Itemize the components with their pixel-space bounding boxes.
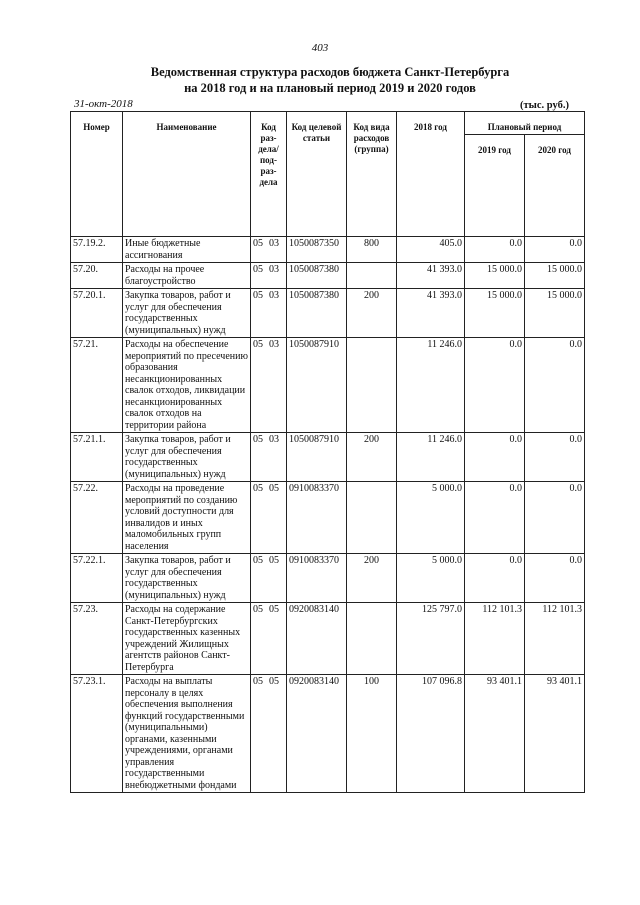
row-subsection: 05 <box>269 676 279 687</box>
row-section: 05 <box>253 339 263 350</box>
table-row <box>71 554 585 603</box>
row-value-2018: 107 096.8 <box>397 675 465 793</box>
row-name: Расходы на прочее благоустройство <box>123 263 251 289</box>
row-value-2019: 15 000.0 <box>465 289 525 338</box>
row-section: 05 <box>253 676 263 687</box>
row-value-2020: 0.0 <box>525 433 585 482</box>
units-label: (тыс. руб.) <box>520 100 569 111</box>
row-value-2020: 93 401.1 <box>525 675 585 793</box>
table-row <box>71 603 585 675</box>
row-value-2019: 15 000.0 <box>465 263 525 289</box>
row-value-2018: 41 393.0 <box>397 289 465 338</box>
row-value-2018: 11 246.0 <box>397 433 465 482</box>
table-row <box>71 289 585 338</box>
row-section-code <box>251 482 287 554</box>
table-row <box>71 237 585 263</box>
row-section: 05 <box>253 604 263 615</box>
row-value-2018: 5 000.0 <box>397 482 465 554</box>
table-row <box>71 675 585 793</box>
row-type-code <box>347 603 397 675</box>
row-value-2020: 0.0 <box>525 237 585 263</box>
row-name: Закупка товаров, работ и услуг для обеспечения государственных (муниципальных) нужд <box>123 554 251 603</box>
row-value-2020: 0.0 <box>525 554 585 603</box>
row-value-2019: 0.0 <box>465 237 525 263</box>
row-name: Закупка товаров, работ и услуг для обеспечения государственных (муниципальных) нужд <box>123 433 251 482</box>
row-type-code <box>347 263 397 289</box>
row-value-2018: 5 000.0 <box>397 554 465 603</box>
header-type-code: Код вида расходов (группа) <box>347 112 397 237</box>
table-row <box>71 482 585 554</box>
row-target-code: 1050087380 <box>287 289 347 338</box>
row-name: Расходы на выплаты персоналу в целях обеспечения выполнения функций государственными (муниципальными) органами, казенными учреждениями, органами управления государственными внебюджетными фондами <box>123 675 251 793</box>
row-number: 57.21.1. <box>71 433 123 482</box>
row-type-code <box>347 338 397 433</box>
table-row <box>71 338 585 433</box>
row-value-2019: 0.0 <box>465 482 525 554</box>
report-date: 31-окт-2018 <box>74 98 133 110</box>
row-value-2019: 112 101.3 <box>465 603 525 675</box>
header-2020: 2020 год <box>525 135 585 237</box>
row-number: 57.19.2. <box>71 237 123 263</box>
row-type-code: 200 <box>347 554 397 603</box>
row-subsection: 05 <box>269 483 279 494</box>
header-row <box>71 112 585 135</box>
row-name: Иные бюджетные ассигнования <box>123 237 251 263</box>
row-value-2020: 15 000.0 <box>525 289 585 338</box>
row-number: 57.20. <box>71 263 123 289</box>
header-number: Номер <box>71 112 123 237</box>
row-subsection: 05 <box>269 604 279 615</box>
table-row <box>71 263 585 289</box>
row-section-code <box>251 603 287 675</box>
row-subsection: 03 <box>269 434 279 445</box>
row-type-code: 200 <box>347 433 397 482</box>
row-value-2020: 112 101.3 <box>525 603 585 675</box>
header-name: Наименование <box>123 112 251 237</box>
header-planned-period: Плановый период <box>465 112 585 135</box>
row-section: 05 <box>253 483 263 494</box>
row-type-code: 800 <box>347 237 397 263</box>
row-number: 57.21. <box>71 338 123 433</box>
row-name: Закупка товаров, работ и услуг для обеспечения государственных (муниципальных) нужд <box>123 289 251 338</box>
row-target-code: 0910083370 <box>287 482 347 554</box>
row-value-2018: 405.0 <box>397 237 465 263</box>
row-target-code: 0910083370 <box>287 554 347 603</box>
row-target-code: 1050087910 <box>287 338 347 433</box>
row-value-2020: 0.0 <box>525 482 585 554</box>
header-2018: 2018 год <box>397 112 465 237</box>
expenses-table <box>70 111 585 793</box>
row-target-code: 1050087910 <box>287 433 347 482</box>
row-section-code <box>251 263 287 289</box>
document-title <box>60 64 600 96</box>
row-section: 05 <box>253 238 263 249</box>
row-section: 05 <box>253 290 263 301</box>
header-target-code: Код целевой статьи <box>287 112 347 237</box>
row-value-2019: 0.0 <box>465 338 525 433</box>
title-line-2: на 2018 год и на плановый период 2019 и 2020 годов <box>184 81 476 95</box>
table-row <box>71 433 585 482</box>
row-section: 05 <box>253 555 263 566</box>
row-subsection: 03 <box>269 339 279 350</box>
row-target-code: 1050087380 <box>287 263 347 289</box>
row-value-2018: 125 797.0 <box>397 603 465 675</box>
row-name: Расходы на содержание Санкт-Петербургских государственных казенных учреждений Жилищных агентств районов Санкт-Петербурга <box>123 603 251 675</box>
row-name: Расходы на проведение мероприятий по созданию условий доступности для инвалидов и иных маломобильных групп населения <box>123 482 251 554</box>
row-subsection: 05 <box>269 555 279 566</box>
row-type-code: 200 <box>347 289 397 338</box>
row-value-2019: 93 401.1 <box>465 675 525 793</box>
row-number: 57.23. <box>71 603 123 675</box>
row-name: Расходы на обеспечение мероприятий по пресечению образования несанкционированных свалок отходов, ликвидации несанкционированных свалок отходов на территории района <box>123 338 251 433</box>
row-section-code <box>251 237 287 263</box>
row-section: 05 <box>253 434 263 445</box>
table-body <box>71 237 585 793</box>
row-subsection: 03 <box>269 264 279 275</box>
row-target-code: 0920083140 <box>287 675 347 793</box>
row-type-code: 100 <box>347 675 397 793</box>
row-section: 05 <box>253 264 263 275</box>
row-value-2018: 41 393.0 <box>397 263 465 289</box>
row-value-2020: 0.0 <box>525 338 585 433</box>
row-section-code <box>251 675 287 793</box>
row-value-2019: 0.0 <box>465 554 525 603</box>
row-value-2019: 0.0 <box>465 433 525 482</box>
row-section-code <box>251 338 287 433</box>
header-section-code: Код раз-дела/ под-раз-дела <box>251 112 287 237</box>
row-section-code <box>251 289 287 338</box>
row-number: 57.20.1. <box>71 289 123 338</box>
page-number: 403 <box>311 42 329 54</box>
row-number: 57.22. <box>71 482 123 554</box>
row-subsection: 03 <box>269 290 279 301</box>
row-number: 57.22.1. <box>71 554 123 603</box>
row-target-code: 1050087350 <box>287 237 347 263</box>
row-value-2018: 11 246.0 <box>397 338 465 433</box>
row-section-code <box>251 554 287 603</box>
row-section-code <box>251 433 287 482</box>
header-2019: 2019 год <box>465 135 525 237</box>
row-number: 57.23.1. <box>71 675 123 793</box>
row-value-2020: 15 000.0 <box>525 263 585 289</box>
row-subsection: 03 <box>269 238 279 249</box>
row-type-code <box>347 482 397 554</box>
row-target-code: 0920083140 <box>287 603 347 675</box>
title-line-1: Ведомственная структура расходов бюджета Санкт-Петербурга <box>150 65 510 79</box>
